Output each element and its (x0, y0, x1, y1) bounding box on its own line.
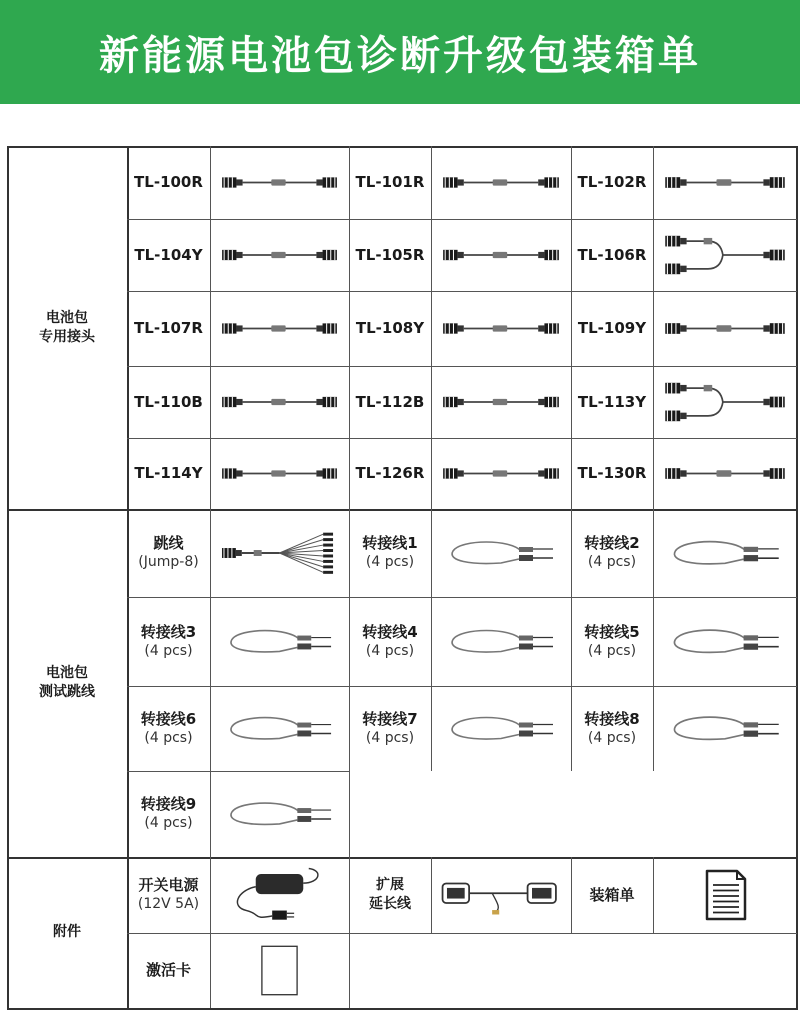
section-label-test-leads-subtext: 测试跳线 (39, 684, 95, 700)
test-lead-name-subtext: (4 pcs) (587, 554, 637, 570)
connector-name (571, 146, 653, 219)
test-lead-name-text: 转接线4 (362, 622, 418, 641)
connector-name (571, 291, 653, 366)
test-lead-name (127, 597, 210, 686)
grid-line (431, 146, 432, 509)
test-lead-name-subtext: (4 pcs) (144, 815, 193, 831)
grid-line (571, 509, 572, 771)
dual-plug-cable-icon (439, 446, 563, 501)
dual-plug-cable-icon (218, 227, 341, 283)
dual-plug-cable-icon (218, 299, 341, 358)
grid-line (431, 509, 432, 771)
grid-line (571, 146, 572, 509)
grid-line (349, 857, 350, 933)
packing-list-document-icon (661, 865, 789, 925)
loop-cable-icon (663, 696, 787, 761)
accessory-name (127, 857, 210, 933)
test-lead-name (571, 686, 653, 771)
test-lead-name-subtext: (Jump-8) (138, 554, 199, 570)
grid-line (653, 509, 654, 771)
dual-plug-cable-icon (218, 446, 341, 501)
loop-cable-icon (220, 607, 339, 676)
test-lead-name-text: 转接线1 (362, 534, 418, 552)
grid-line (349, 509, 350, 771)
grid-line (127, 291, 797, 292)
grid-line (127, 597, 797, 598)
connector-name-text: TL-112B (355, 392, 425, 411)
test-lead-name-text: 转接线8 (584, 709, 640, 728)
connector-name-text: TL-102R (577, 173, 647, 191)
section-divider (127, 146, 129, 1008)
accessory-name (349, 857, 431, 933)
section-label-accessories (7, 857, 127, 1008)
connector-name-text: TL-106R (577, 245, 647, 264)
grid-line (127, 219, 797, 220)
accessory-name-text: 扩展 (376, 877, 404, 893)
test-lead-name (349, 686, 431, 771)
test-lead-name-subtext: (4 pcs) (144, 729, 193, 746)
test-lead-name (127, 509, 210, 597)
grid-line (349, 771, 350, 857)
loop-cable-icon (441, 607, 561, 676)
test-lead-name-text: 转接线7 (362, 709, 418, 728)
table-border-right (796, 146, 798, 1010)
accessory-name-text: 装箱单 (589, 885, 635, 904)
accessory-name-text: 开关电源 (138, 876, 199, 894)
test-lead-name (349, 509, 431, 597)
connector-name (127, 291, 210, 366)
grid-line (210, 509, 211, 771)
connector-name (349, 146, 431, 219)
connector-name-text: TL-114Y (134, 464, 203, 482)
connector-name-text: TL-107R (134, 319, 203, 337)
connector-name-text: TL-130R (577, 464, 647, 482)
accessory-name-subtext: (12V 5A) (137, 896, 200, 912)
connector-name-text: TL-108Y (355, 319, 425, 337)
test-lead-name (571, 597, 653, 686)
connector-name-text: TL-126R (355, 464, 425, 482)
connector-name (127, 146, 210, 219)
grid-line (127, 771, 349, 772)
dual-plug-cable-icon (439, 299, 563, 358)
grid-line (127, 366, 797, 367)
connector-name-text: TL-104Y (134, 245, 203, 264)
obd-extension-cable-icon (439, 865, 563, 925)
dual-plug-cable-icon (661, 154, 789, 211)
connector-name-text: TL-113Y (577, 392, 647, 411)
test-lead-name-subtext: (4 pcs) (365, 729, 415, 746)
test-lead-name-subtext: (4 pcs) (587, 642, 637, 659)
test-lead-name-subtext: (4 pcs) (365, 642, 415, 659)
test-lead-name (349, 597, 431, 686)
accessory-name-text: 激活卡 (145, 961, 191, 979)
section-label-test-leads (7, 509, 127, 857)
fan-out-cable-icon (220, 519, 339, 587)
y-split-cable-icon (661, 227, 789, 283)
accessory-name-subtext: 延长线 (369, 896, 411, 912)
loop-cable-icon (220, 696, 339, 761)
connector-name (571, 219, 653, 291)
table-border-left (7, 146, 9, 1010)
grid-line (127, 686, 797, 687)
test-lead-name-text: 转接线5 (584, 622, 640, 641)
test-lead-name-text: 转接线6 (140, 709, 197, 728)
page-title: 新能源电池包诊断升级包装箱单 (99, 32, 701, 79)
dual-plug-cable-icon (439, 154, 563, 211)
loop-cable-icon (220, 781, 339, 847)
grid-line (210, 771, 211, 857)
connector-name (127, 438, 210, 509)
connector-name-text: TL-101R (355, 173, 425, 191)
grid-line (210, 146, 211, 509)
section-label-connectors (7, 146, 127, 509)
connector-name-text: TL-110B (134, 392, 203, 411)
grid-line (653, 146, 654, 509)
grid-line (653, 857, 654, 933)
accessory-name (127, 933, 210, 1008)
test-lead-name (571, 509, 653, 597)
dual-plug-cable-icon (661, 446, 789, 501)
grid-line (349, 933, 350, 1008)
connector-name (349, 366, 431, 438)
dual-plug-cable-icon (218, 374, 341, 430)
table-border-top (7, 146, 797, 148)
dual-plug-cable-icon (661, 299, 789, 358)
grid-line (127, 933, 797, 934)
grid-line (571, 857, 572, 933)
dual-plug-cable-icon (439, 374, 563, 430)
grid-line (210, 857, 211, 933)
loop-cable-icon (441, 519, 561, 587)
section-label-test-leads-text: 电池包 (46, 665, 88, 681)
test-lead-name-text: 转接线9 (140, 795, 197, 813)
table-border-bottom (7, 1008, 797, 1010)
loop-cable-icon (663, 607, 787, 676)
accessory-name (571, 857, 653, 933)
test-lead-name-subtext: (4 pcs) (587, 729, 637, 746)
dual-plug-cable-icon (218, 154, 341, 211)
test-lead-name-subtext: (4 pcs) (144, 642, 193, 659)
activation-card-icon (220, 943, 339, 998)
section-label-connectors-text: 电池包 (46, 309, 88, 326)
dual-plug-cable-icon (439, 227, 563, 283)
connector-name (349, 219, 431, 291)
connector-name-text: TL-100R (134, 173, 203, 191)
connector-name (571, 438, 653, 509)
connector-name-text: TL-109Y (577, 319, 647, 337)
section-label-accessories-text: 附件 (53, 924, 81, 940)
grid-line (210, 933, 211, 1008)
loop-cable-icon (441, 696, 561, 761)
grid-line (431, 857, 432, 933)
connector-name (571, 366, 653, 438)
test-lead-name-subtext: (4 pcs) (365, 554, 415, 570)
y-split-cable-icon (661, 374, 789, 430)
section-label-connectors-subtext: 专用接头 (39, 328, 95, 345)
test-lead-name-text: 跳线 (153, 534, 184, 552)
test-lead-name (127, 686, 210, 771)
section-divider (7, 857, 797, 859)
connector-name (349, 291, 431, 366)
section-divider (7, 509, 797, 511)
test-lead-name-text: 转接线3 (140, 622, 197, 641)
test-lead-name-text: 转接线2 (584, 534, 640, 552)
grid-line (349, 146, 350, 509)
connector-name (349, 438, 431, 509)
grid-line (127, 438, 797, 439)
connector-name (127, 366, 210, 438)
loop-cable-icon (663, 519, 787, 587)
connector-name (127, 219, 210, 291)
connector-name-text: TL-105R (355, 245, 425, 264)
power-adapter-icon (216, 863, 343, 927)
test-lead-name (127, 771, 210, 857)
